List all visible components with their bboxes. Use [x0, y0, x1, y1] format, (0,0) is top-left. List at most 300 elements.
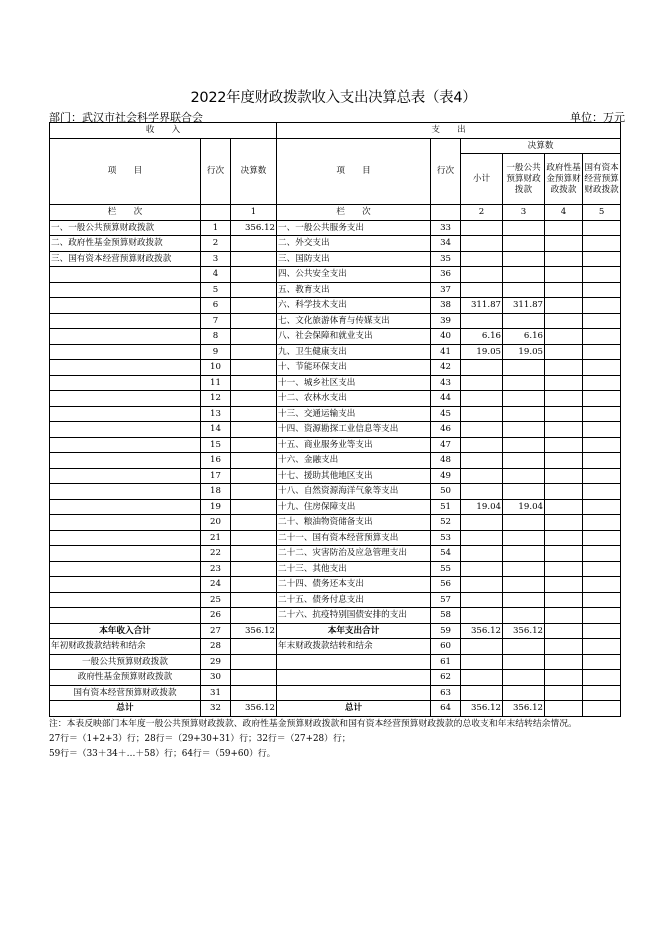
income-line-no: 26	[201, 608, 231, 624]
expense-gov-fund	[545, 530, 583, 546]
income-amount	[231, 422, 277, 438]
expense-item: 十、节能环保支出	[277, 360, 431, 376]
expense-general-budget	[503, 515, 545, 531]
income-item	[50, 592, 201, 608]
income-line-no: 17	[201, 468, 231, 484]
income-line-no: 6	[201, 298, 231, 314]
column-index-4: 4	[545, 205, 583, 221]
expense-state-capital	[583, 453, 621, 469]
expense-line-no: 58	[431, 608, 461, 624]
income-item: 政府性基金预算财政拨款	[50, 670, 201, 686]
expense-state-capital	[583, 375, 621, 391]
expense-item	[277, 654, 431, 670]
expense-item: 二十一、国有资本经营预算支出	[277, 530, 431, 546]
expense-item: 九、卫生健康支出	[277, 344, 431, 360]
expense-line-no: 53	[431, 530, 461, 546]
expense-item: 八、社会保障和就业支出	[277, 329, 431, 345]
final-amount-group-header: 决算数	[461, 138, 621, 154]
income-line-no: 29	[201, 654, 231, 670]
expense-general-budget	[503, 561, 545, 577]
expense-gov-fund	[545, 267, 583, 283]
expense-line-no: 40	[431, 329, 461, 345]
summary-row	[50, 670, 621, 686]
expense-state-capital	[583, 422, 621, 438]
table-row	[50, 251, 621, 267]
income-amount	[231, 251, 277, 267]
income-amount	[231, 654, 277, 670]
expense-state-capital	[583, 685, 621, 701]
income-line-no: 1	[201, 220, 231, 236]
general-budget-header: 一般公共预算财政拨款	[503, 154, 545, 205]
expense-gov-fund	[545, 329, 583, 345]
table-row	[50, 484, 621, 500]
column-index-1: 1	[231, 205, 277, 221]
expense-line-no: 41	[431, 344, 461, 360]
expense-gov-fund	[545, 344, 583, 360]
income-line-no: 18	[201, 484, 231, 500]
table-row	[50, 530, 621, 546]
income-amount	[231, 298, 277, 314]
income-line-no: 2	[201, 236, 231, 252]
income-item	[50, 561, 201, 577]
expense-subtotal	[461, 592, 503, 608]
expense-item: 总计	[277, 701, 431, 717]
expense-state-capital	[583, 220, 621, 236]
expense-item: 六、科学技术支出	[277, 298, 431, 314]
table-row	[50, 468, 621, 484]
expense-subtotal	[461, 453, 503, 469]
expense-subtotal: 311.87	[461, 298, 503, 314]
summary-row	[50, 623, 621, 639]
report-title: 2022年度财政拨款收入支出决算总表（表4）	[190, 90, 477, 106]
expense-subtotal	[461, 375, 503, 391]
expense-general-budget	[503, 375, 545, 391]
expense-general-budget	[503, 406, 545, 422]
table-row	[50, 267, 621, 283]
expense-subtotal: 6.16	[461, 329, 503, 345]
income-item	[50, 499, 201, 515]
expense-line-no: 64	[431, 701, 461, 717]
column-index-2: 2	[461, 205, 503, 221]
income-amount	[231, 561, 277, 577]
expense-item: 二十六、抗疫特别国债安排的支出	[277, 608, 431, 624]
expense-subtotal	[461, 437, 503, 453]
income-amount: 356.12	[231, 701, 277, 717]
expense-general-budget	[503, 313, 545, 329]
income-section-header: 收 入	[50, 123, 277, 139]
expense-item: 十五、商业服务业等支出	[277, 437, 431, 453]
expense-line-no: 43	[431, 375, 461, 391]
income-item	[50, 422, 201, 438]
expense-line-no: 45	[431, 406, 461, 422]
income-amount	[231, 313, 277, 329]
income-line-no: 11	[201, 375, 231, 391]
expense-state-capital	[583, 313, 621, 329]
expense-gov-fund	[545, 685, 583, 701]
income-line-no: 7	[201, 313, 231, 329]
expense-state-capital	[583, 499, 621, 515]
income-line-no: 21	[201, 530, 231, 546]
subtotal-header: 小计	[461, 154, 503, 205]
expense-state-capital	[583, 236, 621, 252]
income-amount	[231, 375, 277, 391]
expense-gov-fund	[545, 422, 583, 438]
expense-line-no: 57	[431, 592, 461, 608]
expense-general-budget	[503, 391, 545, 407]
income-line-no: 25	[201, 592, 231, 608]
income-item	[50, 313, 201, 329]
table-row	[50, 282, 621, 298]
income-item	[50, 453, 201, 469]
expense-state-capital	[583, 515, 621, 531]
income-item	[50, 267, 201, 283]
income-item	[50, 282, 201, 298]
table-row	[50, 236, 621, 252]
expense-state-capital	[583, 670, 621, 686]
expense-subtotal	[461, 468, 503, 484]
expense-line-no: 54	[431, 546, 461, 562]
expense-subtotal	[461, 360, 503, 376]
empty-cell	[431, 205, 461, 221]
expense-general-budget	[503, 468, 545, 484]
expense-item: 五、教育支出	[277, 282, 431, 298]
table-row	[50, 391, 621, 407]
expense-state-capital	[583, 592, 621, 608]
expense-item: 十二、农林水支出	[277, 391, 431, 407]
table-row	[50, 515, 621, 531]
expense-state-capital	[583, 468, 621, 484]
income-amount	[231, 282, 277, 298]
expense-subtotal	[461, 561, 503, 577]
income-amount	[231, 406, 277, 422]
expense-general-budget	[503, 437, 545, 453]
expense-line-no: 59	[431, 623, 461, 639]
income-line-header: 行次	[201, 138, 231, 205]
income-line-no: 3	[201, 251, 231, 267]
expense-general-budget: 311.87	[503, 298, 545, 314]
income-line-no: 9	[201, 344, 231, 360]
expense-subtotal	[461, 670, 503, 686]
expense-item: 十一、城乡社区支出	[277, 375, 431, 391]
expense-gov-fund	[545, 406, 583, 422]
income-amount: 356.12	[231, 623, 277, 639]
expense-general-budget	[503, 267, 545, 283]
expense-subtotal	[461, 313, 503, 329]
expense-general-budget	[503, 592, 545, 608]
expense-state-capital	[583, 251, 621, 267]
expense-state-capital	[583, 282, 621, 298]
income-line-no: 12	[201, 391, 231, 407]
department-label: 部门：武汉市社会科学界联合会	[49, 111, 203, 124]
expense-item: 本年支出合计	[277, 623, 431, 639]
income-amount	[231, 453, 277, 469]
income-amount	[231, 577, 277, 593]
expense-line-no: 56	[431, 577, 461, 593]
income-amount	[231, 468, 277, 484]
expense-state-capital	[583, 530, 621, 546]
expense-general-budget: 356.12	[503, 623, 545, 639]
income-line-no: 13	[201, 406, 231, 422]
expense-gov-fund	[545, 639, 583, 655]
table-row	[50, 329, 621, 345]
income-amount	[231, 608, 277, 624]
expense-line-no: 47	[431, 437, 461, 453]
expense-subtotal	[461, 236, 503, 252]
expense-general-budget	[503, 220, 545, 236]
expense-subtotal	[461, 422, 503, 438]
table-row	[50, 298, 621, 314]
expense-subtotal	[461, 251, 503, 267]
table-row	[50, 499, 621, 515]
expense-subtotal	[461, 685, 503, 701]
income-amount	[231, 639, 277, 655]
income-item	[50, 406, 201, 422]
expense-item: 二、外交支出	[277, 236, 431, 252]
expense-subtotal	[461, 267, 503, 283]
expense-item: 二十五、债务付息支出	[277, 592, 431, 608]
footnote-line: 注：本表反映部门本年度一般公共预算财政拨款、政府性基金预算财政拨款和国有资本经营预算财政拨款的总收支和年末结转结余情况。	[49, 719, 577, 729]
expense-gov-fund	[545, 437, 583, 453]
income-amount	[231, 484, 277, 500]
expense-state-capital	[583, 623, 621, 639]
expense-line-no: 37	[431, 282, 461, 298]
expense-gov-fund	[545, 391, 583, 407]
income-amount	[231, 685, 277, 701]
expense-subtotal: 356.12	[461, 701, 503, 717]
table-row	[50, 220, 621, 236]
expense-line-no: 42	[431, 360, 461, 376]
expense-subtotal	[461, 484, 503, 500]
expense-state-capital	[583, 298, 621, 314]
expense-item: 二十四、债务还本支出	[277, 577, 431, 593]
expense-line-no: 61	[431, 654, 461, 670]
summary-row	[50, 639, 621, 655]
income-item	[50, 577, 201, 593]
income-item	[50, 391, 201, 407]
expense-line-no: 38	[431, 298, 461, 314]
income-line-no: 14	[201, 422, 231, 438]
income-line-no: 19	[201, 499, 231, 515]
expense-subtotal	[461, 220, 503, 236]
income-line-no: 8	[201, 329, 231, 345]
expense-subtotal: 19.04	[461, 499, 503, 515]
income-item	[50, 546, 201, 562]
income-amount	[231, 267, 277, 283]
empty-cell	[201, 205, 231, 221]
expense-subtotal	[461, 282, 503, 298]
income-line-no: 10	[201, 360, 231, 376]
income-amount	[231, 670, 277, 686]
expense-gov-fund	[545, 282, 583, 298]
footnotes	[49, 717, 624, 762]
expense-line-no: 35	[431, 251, 461, 267]
income-amount	[231, 546, 277, 562]
expense-line-no: 55	[431, 561, 461, 577]
expense-item: 二十、粮油物资储备支出	[277, 515, 431, 531]
header-row-sections	[50, 123, 621, 139]
expense-line-no: 52	[431, 515, 461, 531]
expense-gov-fund	[545, 561, 583, 577]
expense-gov-fund	[545, 236, 583, 252]
summary-row	[50, 685, 621, 701]
expense-gov-fund	[545, 654, 583, 670]
income-line-no: 28	[201, 639, 231, 655]
expense-general-budget	[503, 453, 545, 469]
expense-gov-fund	[545, 499, 583, 515]
expense-general-budget	[503, 654, 545, 670]
expense-subtotal: 19.05	[461, 344, 503, 360]
income-item	[50, 530, 201, 546]
expense-line-no: 62	[431, 670, 461, 686]
expense-gov-fund	[545, 360, 583, 376]
income-line-no: 24	[201, 577, 231, 593]
expense-gov-fund	[545, 251, 583, 267]
income-amount	[231, 592, 277, 608]
expense-gov-fund	[545, 577, 583, 593]
expense-subtotal	[461, 639, 503, 655]
income-line-no: 23	[201, 561, 231, 577]
expense-general-budget	[503, 685, 545, 701]
expense-general-budget: 356.12	[503, 701, 545, 717]
column-index-3: 3	[503, 205, 545, 221]
income-item: 国有资本经营预算财政拨款	[50, 685, 201, 701]
income-amount: 356.12	[231, 220, 277, 236]
income-amount-header: 决算数	[231, 138, 277, 205]
expense-gov-fund	[545, 468, 583, 484]
income-item	[50, 298, 201, 314]
expense-item	[277, 685, 431, 701]
expense-general-budget	[503, 236, 545, 252]
expense-line-no: 49	[431, 468, 461, 484]
expense-line-no: 51	[431, 499, 461, 515]
income-item	[50, 375, 201, 391]
income-item	[50, 329, 201, 345]
expense-line-no: 44	[431, 391, 461, 407]
table-row	[50, 437, 621, 453]
income-item: 总计	[50, 701, 201, 717]
expense-item: 十八、自然资源海洋气象等支出	[277, 484, 431, 500]
expense-item-header: 项 目	[277, 138, 431, 205]
expense-state-capital	[583, 406, 621, 422]
expense-state-capital	[583, 437, 621, 453]
expense-subtotal	[461, 530, 503, 546]
expense-state-capital	[583, 639, 621, 655]
expense-item: 三、国防支出	[277, 251, 431, 267]
income-line-no: 32	[201, 701, 231, 717]
expense-gov-fund	[545, 546, 583, 562]
expense-subtotal	[461, 577, 503, 593]
expense-item: 十九、住房保障支出	[277, 499, 431, 515]
expense-state-capital	[583, 577, 621, 593]
expense-line-no: 36	[431, 267, 461, 283]
table-row	[50, 546, 621, 562]
expense-line-header: 行次	[431, 138, 461, 205]
table-row	[50, 344, 621, 360]
expense-item: 七、文化旅游体育与传媒支出	[277, 313, 431, 329]
table-row	[50, 375, 621, 391]
expense-gov-fund	[545, 515, 583, 531]
expense-subtotal	[461, 546, 503, 562]
table-row	[50, 592, 621, 608]
expense-item: 十六、金融支出	[277, 453, 431, 469]
expense-line-no: 60	[431, 639, 461, 655]
income-item	[50, 484, 201, 500]
expense-general-budget	[503, 484, 545, 500]
table-row	[50, 577, 621, 593]
footnote-line: 59行＝（33＋34＋…＋58）行；64行＝（59+60）行。	[49, 749, 276, 759]
income-item	[50, 360, 201, 376]
table-row	[50, 360, 621, 376]
column-label-income: 栏 次	[50, 205, 201, 221]
expense-subtotal	[461, 654, 503, 670]
expense-general-budget	[503, 530, 545, 546]
expense-state-capital	[583, 561, 621, 577]
table-row	[50, 422, 621, 438]
income-amount	[231, 391, 277, 407]
expense-general-budget	[503, 360, 545, 376]
income-amount	[231, 344, 277, 360]
income-line-no: 27	[201, 623, 231, 639]
expense-item: 十三、交通运输支出	[277, 406, 431, 422]
expense-item: 四、公共安全支出	[277, 267, 431, 283]
expense-general-budget	[503, 422, 545, 438]
expense-line-no: 48	[431, 453, 461, 469]
expense-state-capital	[583, 329, 621, 345]
summary-row	[50, 701, 621, 717]
expense-gov-fund	[545, 484, 583, 500]
income-line-no: 22	[201, 546, 231, 562]
expense-gov-fund	[545, 670, 583, 686]
income-item	[50, 344, 201, 360]
expense-gov-fund	[545, 220, 583, 236]
expense-item: 年末财政拨款结转和结余	[277, 639, 431, 655]
income-line-no: 15	[201, 437, 231, 453]
column-index-row	[50, 205, 621, 221]
income-item: 本年收入合计	[50, 623, 201, 639]
gov-fund-header: 政府性基金预算财政拨款	[545, 154, 583, 205]
expense-state-capital	[583, 484, 621, 500]
expense-state-capital	[583, 701, 621, 717]
income-amount	[231, 437, 277, 453]
column-index-5: 5	[583, 205, 621, 221]
expense-general-budget	[503, 639, 545, 655]
expense-line-no: 33	[431, 220, 461, 236]
expense-gov-fund	[545, 608, 583, 624]
income-amount	[231, 530, 277, 546]
income-amount	[231, 515, 277, 531]
expense-item: 十七、援助其他地区支出	[277, 468, 431, 484]
expense-subtotal	[461, 391, 503, 407]
income-item: 三、国有资本经营预算财政拨款	[50, 251, 201, 267]
income-item: 一、一般公共预算财政拨款	[50, 220, 201, 236]
income-item: 年初财政拨款结转和结余	[50, 639, 201, 655]
income-line-no: 31	[201, 685, 231, 701]
expense-general-budget: 19.05	[503, 344, 545, 360]
table-row	[50, 406, 621, 422]
expense-state-capital	[583, 344, 621, 360]
expense-gov-fund	[545, 453, 583, 469]
expense-item	[277, 670, 431, 686]
expense-gov-fund	[545, 313, 583, 329]
expense-line-no: 39	[431, 313, 461, 329]
table-row	[50, 561, 621, 577]
expense-item: 十四、资源勘探工业信息等支出	[277, 422, 431, 438]
header-row-columns	[50, 138, 621, 154]
budget-table	[49, 122, 621, 717]
state-capital-header: 国有资本经营预算财政拨款	[583, 154, 621, 205]
expense-state-capital	[583, 608, 621, 624]
expense-gov-fund	[545, 298, 583, 314]
